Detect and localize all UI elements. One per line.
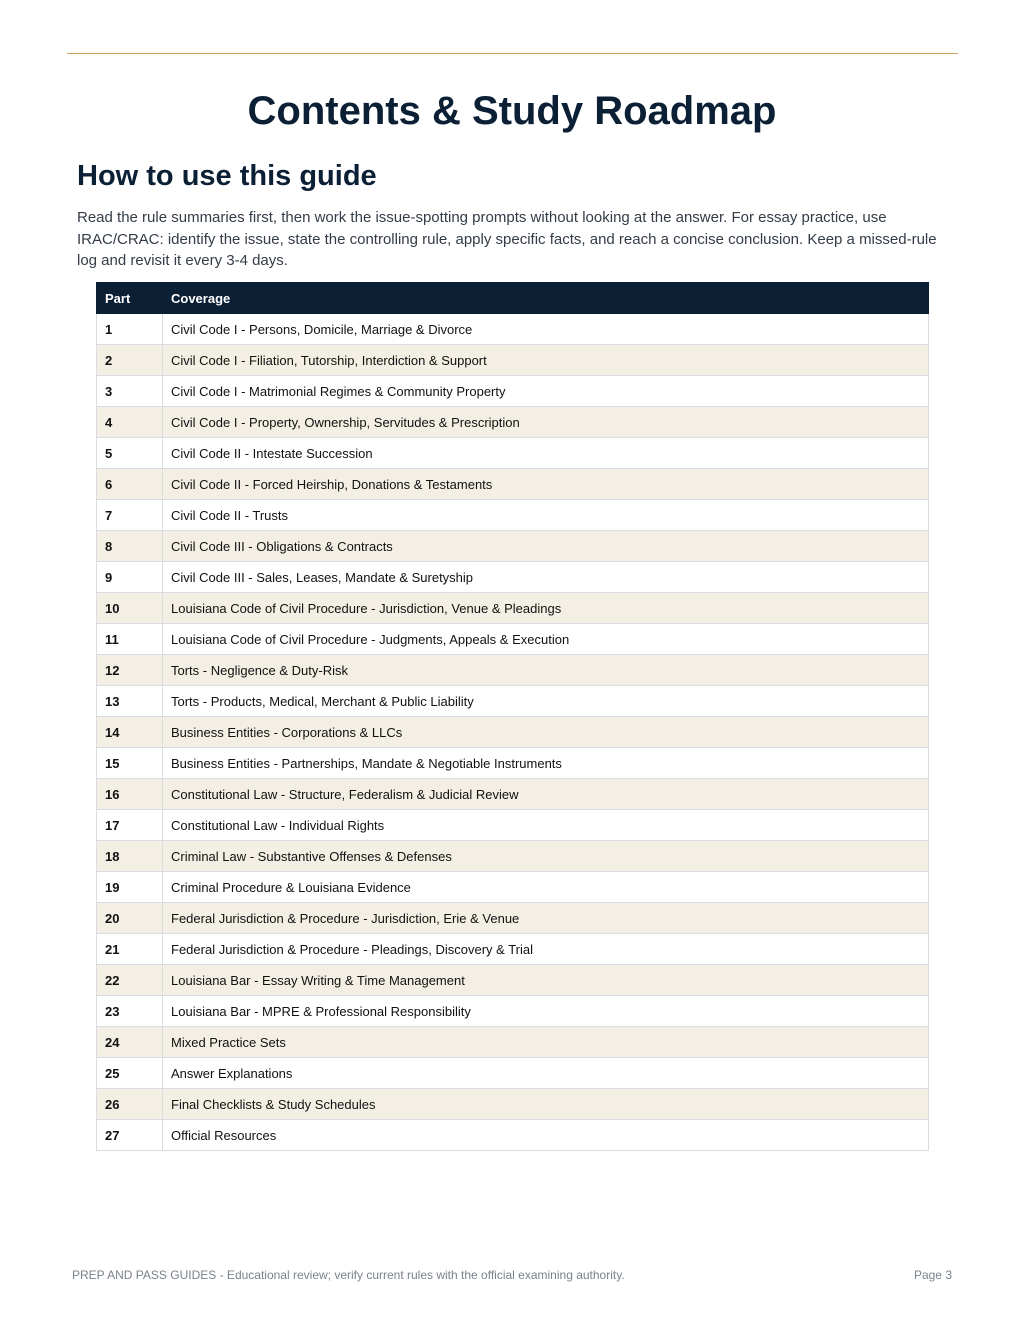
coverage-text: Federal Jurisdiction & Procedure - Jurisdiction, Erie & Venue xyxy=(163,903,929,934)
coverage-text: Civil Code II - Trusts xyxy=(163,500,929,531)
part-number: 1 xyxy=(97,314,163,345)
part-number: 20 xyxy=(97,903,163,934)
page-number: Page 3 xyxy=(913,1268,952,1282)
table-row xyxy=(97,996,929,1027)
coverage-text: Constitutional Law - Structure, Federalism & Judicial Review xyxy=(163,779,929,810)
page-title: Contents & Study Roadmap xyxy=(247,89,777,133)
coverage-text: Louisiana Code of Civil Procedure - Judgments, Appeals & Execution xyxy=(163,624,929,655)
table-row xyxy=(97,810,929,841)
table-row xyxy=(97,314,929,345)
part-number: 27 xyxy=(97,1120,163,1151)
table-row xyxy=(97,500,929,531)
part-number: 19 xyxy=(97,872,163,903)
table-row xyxy=(97,438,929,469)
table-row xyxy=(97,655,929,686)
part-number: 22 xyxy=(97,965,163,996)
part-number: 7 xyxy=(97,500,163,531)
part-number: 10 xyxy=(97,593,163,624)
table-row xyxy=(97,934,929,965)
part-number: 16 xyxy=(97,779,163,810)
table-body xyxy=(97,314,929,1151)
coverage-text: Official Resources xyxy=(163,1120,929,1151)
part-number: 8 xyxy=(97,531,163,562)
part-number: 11 xyxy=(97,624,163,655)
intro-paragraph: Read the rule summaries first, then work the issue-spotting prompts without looking at the answer. For essay practice, use IRAC/CRAC: identify the issue, state the controlling rule, apply specific facts, and reach a concise conclusion. Keep a missed-rule log and revisit it every 3-4 days. xyxy=(77,209,937,269)
part-number: 6 xyxy=(97,469,163,500)
table-row xyxy=(97,779,929,810)
contents-table xyxy=(96,282,929,1151)
coverage-text: Civil Code II - Intestate Succession xyxy=(163,438,929,469)
top-divider xyxy=(67,53,958,54)
part-number: 13 xyxy=(97,686,163,717)
coverage-text: Civil Code II - Forced Heirship, Donations & Testaments xyxy=(163,469,929,500)
table-row xyxy=(97,841,929,872)
table-row xyxy=(97,345,929,376)
table-row xyxy=(97,1027,929,1058)
coverage-text: Louisiana Bar - Essay Writing & Time Management xyxy=(163,965,929,996)
table-row xyxy=(97,717,929,748)
part-number: 17 xyxy=(97,810,163,841)
part-number: 2 xyxy=(97,345,163,376)
coverage-text: Answer Explanations xyxy=(163,1058,929,1089)
footer-disclaimer: PREP AND PASS GUIDES - Educational review; verify current rules with the official examining authority. xyxy=(72,1268,625,1282)
table-row xyxy=(97,748,929,779)
coverage-text: Civil Code I - Property, Ownership, Servitudes & Prescription xyxy=(163,407,929,438)
coverage-text: Civil Code III - Sales, Leases, Mandate & Suretyship xyxy=(163,562,929,593)
coverage-text: Civil Code I - Filiation, Tutorship, Interdiction & Support xyxy=(163,345,929,376)
table-row xyxy=(97,1058,929,1089)
part-number: 4 xyxy=(97,407,163,438)
table-row xyxy=(97,965,929,996)
coverage-text: Louisiana Bar - MPRE & Professional Responsibility xyxy=(163,996,929,1027)
coverage-text: Torts - Products, Medical, Merchant & Public Liability xyxy=(163,686,929,717)
coverage-text: Mixed Practice Sets xyxy=(163,1027,929,1058)
coverage-text: Civil Code I - Persons, Domicile, Marriage & Divorce xyxy=(163,314,929,345)
table-row xyxy=(97,469,929,500)
table-row xyxy=(97,1089,929,1120)
part-number: 9 xyxy=(97,562,163,593)
part-number: 5 xyxy=(97,438,163,469)
coverage-text: Civil Code III - Obligations & Contracts xyxy=(163,531,929,562)
coverage-text: Business Entities - Partnerships, Mandate & Negotiable Instruments xyxy=(163,748,929,779)
table-row xyxy=(97,407,929,438)
part-number: 23 xyxy=(97,996,163,1027)
coverage-text: Criminal Procedure & Louisiana Evidence xyxy=(163,872,929,903)
coverage-text: Louisiana Code of Civil Procedure - Jurisdiction, Venue & Pleadings xyxy=(163,593,929,624)
table-row xyxy=(97,903,929,934)
table-row xyxy=(97,624,929,655)
table-row xyxy=(97,562,929,593)
part-number: 26 xyxy=(97,1089,163,1120)
part-number: 24 xyxy=(97,1027,163,1058)
part-number: 18 xyxy=(97,841,163,872)
table-row xyxy=(97,593,929,624)
table-row xyxy=(97,376,929,407)
table-row xyxy=(97,872,929,903)
part-number: 21 xyxy=(97,934,163,965)
coverage-text: Federal Jurisdiction & Procedure - Pleadings, Discovery & Trial xyxy=(163,934,929,965)
column-header-part: Part xyxy=(97,283,163,314)
coverage-text: Constitutional Law - Individual Rights xyxy=(163,810,929,841)
coverage-text: Final Checklists & Study Schedules xyxy=(163,1089,929,1120)
table-row xyxy=(97,531,929,562)
coverage-text: Torts - Negligence & Duty-Risk xyxy=(163,655,929,686)
table-header-row xyxy=(97,283,929,314)
part-number: 25 xyxy=(97,1058,163,1089)
part-number: 3 xyxy=(97,376,163,407)
part-number: 12 xyxy=(97,655,163,686)
coverage-text: Criminal Law - Substantive Offenses & Defenses xyxy=(163,841,929,872)
table-row xyxy=(97,686,929,717)
part-number: 14 xyxy=(97,717,163,748)
coverage-text: Civil Code I - Matrimonial Regimes & Community Property xyxy=(163,376,929,407)
column-header-coverage: Coverage xyxy=(163,283,929,314)
coverage-text: Business Entities - Corporations & LLCs xyxy=(163,717,929,748)
part-number: 15 xyxy=(97,748,163,779)
section-heading: How to use this guide xyxy=(77,160,377,192)
table-row xyxy=(97,1120,929,1151)
